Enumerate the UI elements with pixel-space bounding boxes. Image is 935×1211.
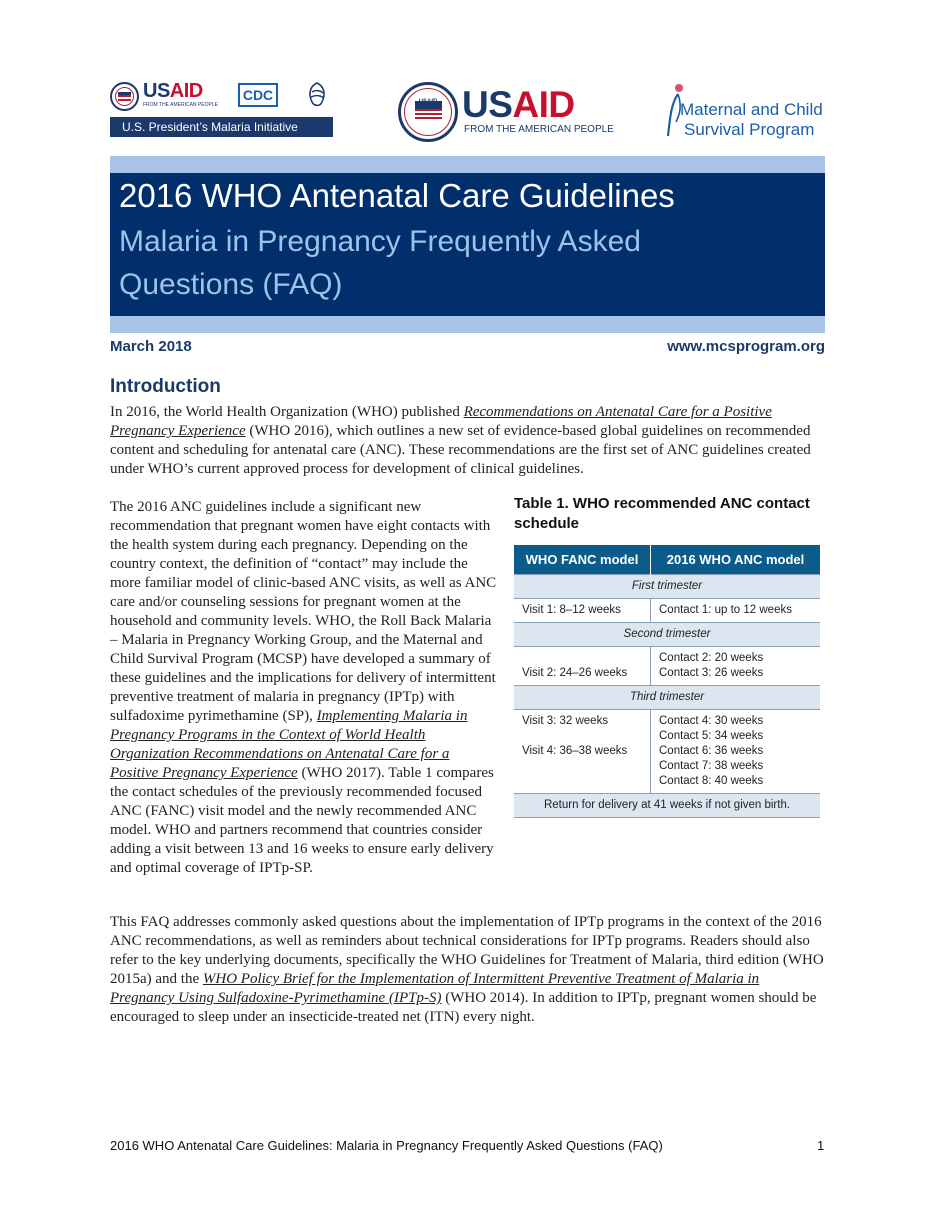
anc-contact-3: Contact 3: 26 weeks bbox=[659, 667, 764, 679]
anc-contact-5: Contact 5: 34 weeks bbox=[659, 730, 764, 742]
usaid-center-logo bbox=[398, 82, 614, 142]
fanc-visit-4: Visit 4: 36–38 weeks bbox=[522, 745, 628, 757]
fanc-visits-3-4 bbox=[514, 710, 651, 794]
mcsp-logo bbox=[666, 80, 828, 142]
fanc-visit-2-text: Visit 2: 24–26 weeks bbox=[522, 667, 628, 679]
col-header-anc2016: 2016 WHO ANC model bbox=[651, 545, 821, 575]
table-row bbox=[514, 647, 820, 686]
intro-paragraph bbox=[110, 403, 825, 479]
title-banner bbox=[110, 173, 825, 316]
seal-label: USAID bbox=[418, 99, 438, 105]
first-trimester-row: First trimester bbox=[514, 575, 820, 599]
usaid-us-text: US bbox=[143, 80, 170, 102]
anc-recommendations-link[interactable]: Recommendations on Antenatal Care for a Positive Pregnancy Experience bbox=[110, 404, 772, 439]
anc-contacts-2-3 bbox=[651, 647, 821, 686]
page-number: 1 bbox=[817, 1138, 825, 1153]
hhs-eagle-icon bbox=[302, 80, 332, 110]
second-trimester-row: Second trimester bbox=[514, 623, 820, 647]
usaid-center-aid: AID bbox=[512, 84, 575, 125]
anc-contact-2: Contact 2: 20 weeks bbox=[659, 652, 764, 664]
website-link[interactable]: www.mcsprogram.org bbox=[667, 338, 825, 355]
usaid-tagline: FROM THE AMERICAN PEOPLE bbox=[143, 102, 218, 108]
table-row bbox=[514, 599, 820, 623]
anc-schedule-table bbox=[514, 545, 820, 818]
faq-paragraph bbox=[110, 913, 825, 1027]
usaid-seal-icon bbox=[110, 82, 139, 111]
col-header-fanc: WHO FANC model bbox=[514, 545, 651, 575]
page-title: 2016 WHO Antenatal Care Guidelines bbox=[119, 177, 675, 214]
anc-contact-8: Contact 8: 40 weeks bbox=[659, 775, 764, 787]
who-policy-brief-link[interactable]: WHO Policy Brief for the Implementation of Intermittent Preventive Treatment of Malaria in Pregnancy Using Sulfadoxine-Pyrimethamine (IPTp-S) bbox=[110, 971, 760, 1006]
table-row bbox=[514, 710, 820, 794]
usaid-center-seal-icon bbox=[398, 82, 458, 142]
table-caption: Table 1. WHO recommended ANC contact schedule bbox=[514, 495, 810, 532]
mcsp-line2: Survival Program bbox=[684, 120, 815, 139]
usaid-left-logo bbox=[110, 80, 218, 112]
intro-heading: Introduction bbox=[110, 376, 221, 397]
left-text-a: The 2016 ANC guidelines include a significant new recommendation that pregnant women have eight contacts with the health system during each pregnancy. Depending on the country context, the definition of “contact” may include the more familiar model of clinic-based ANC visits, as well as ANC care and/or counseling sessions for pregnant women at the household and community levels. WHO, the Roll Back Malaria – Malaria in Pregnancy Working Group, and the Maternal and Child Survival Program (MCSP) have developed a summary of these guidelines and the implications for delivery of intermittent preventive treatment of malaria in pregnancy (IPTp) with sulfadoxime pyrimethamine (SP), bbox=[110, 499, 497, 724]
banner-top-stripe bbox=[110, 156, 825, 173]
page-subtitle-line1: Malaria in Pregnancy Frequently Asked bbox=[119, 225, 641, 258]
fanc-visit-3: Visit 3: 32 weeks bbox=[522, 715, 609, 727]
usaid-center-tagline: FROM THE AMERICAN PEOPLE bbox=[464, 124, 614, 135]
anc-contact-1: Contact 1: up to 12 weeks bbox=[651, 599, 821, 623]
table-footnote-row: Return for delivery at 41 weeks if not given birth. bbox=[514, 794, 820, 818]
third-trimester-row: Third trimester bbox=[514, 686, 820, 710]
page-subtitle-line2: Questions (FAQ) bbox=[119, 268, 343, 301]
anc-contacts-4-8 bbox=[651, 710, 821, 794]
banner-bottom-stripe bbox=[110, 316, 825, 333]
usaid-center-us: US bbox=[462, 84, 513, 125]
page-footer-text: 2016 WHO Antenatal Care Guidelines: Malaria in Pregnancy Frequently Asked Questions (FAQ) bbox=[110, 1138, 663, 1153]
fanc-visit-1: Visit 1: 8–12 weeks bbox=[514, 599, 651, 623]
usaid-aid-text: AID bbox=[169, 80, 203, 102]
cdc-logo: CDC bbox=[238, 83, 278, 107]
pmi-bar: U.S. President’s Malaria Initiative bbox=[110, 117, 333, 137]
intro-text-b: (WHO 2016), which outlines a new set of evidence-based global guidelines on recommended content and scheduling for antenatal care (ANC). These recommendations are the first set of ANC guidelines created under WHO’s current approved process for development of clinical guidelines. bbox=[110, 423, 811, 477]
mcsp-line1: Maternal and Child bbox=[680, 100, 823, 119]
fanc-visit-2 bbox=[514, 647, 651, 686]
anc-guidelines-paragraph bbox=[110, 498, 497, 878]
implementing-mip-link[interactable]: Implementing Malaria in Pregnancy Programs in the Context of World Health Organization Recommendations on Antenatal Care for a Positive Pregnancy Experience bbox=[110, 708, 468, 781]
left-text-b: (WHO 2017). Table 1 compares the contact schedules of the previously recommended focused ANC (FANC) visit model and the newly recommended ANC model. WHO and partners recommend that countries consider adding a visit between 13 and 16 weeks to ensure early delivery and optimal coverage of IPTp-SP. bbox=[110, 765, 494, 876]
intro-text-a: In 2016, the World Health Organization (WHO) published bbox=[110, 404, 464, 420]
faq-text-a: This FAQ addresses commonly asked questions about the implementation of IPTp programs in the context of the 2016 ANC recommendations, as well as reminders about technical considerations for IPTp programs. Readers should also refer to the key underlying documents, specifically the WHO Guidelines for Treatment of Malaria, third edition (WHO 2015a) and the bbox=[110, 914, 824, 987]
anc-contact-7: Contact 7: 38 weeks bbox=[659, 760, 764, 772]
faq-text-b: (WHO 2014). In addition to IPTp, pregnant women should be encouraged to sleep under an insecticide-treated net (ITN) every night. bbox=[110, 990, 817, 1025]
anc-contact-6: Contact 6: 36 weeks bbox=[659, 745, 764, 757]
publication-date: March 2018 bbox=[110, 338, 192, 355]
anc-contact-4: Contact 4: 30 weeks bbox=[659, 715, 764, 727]
